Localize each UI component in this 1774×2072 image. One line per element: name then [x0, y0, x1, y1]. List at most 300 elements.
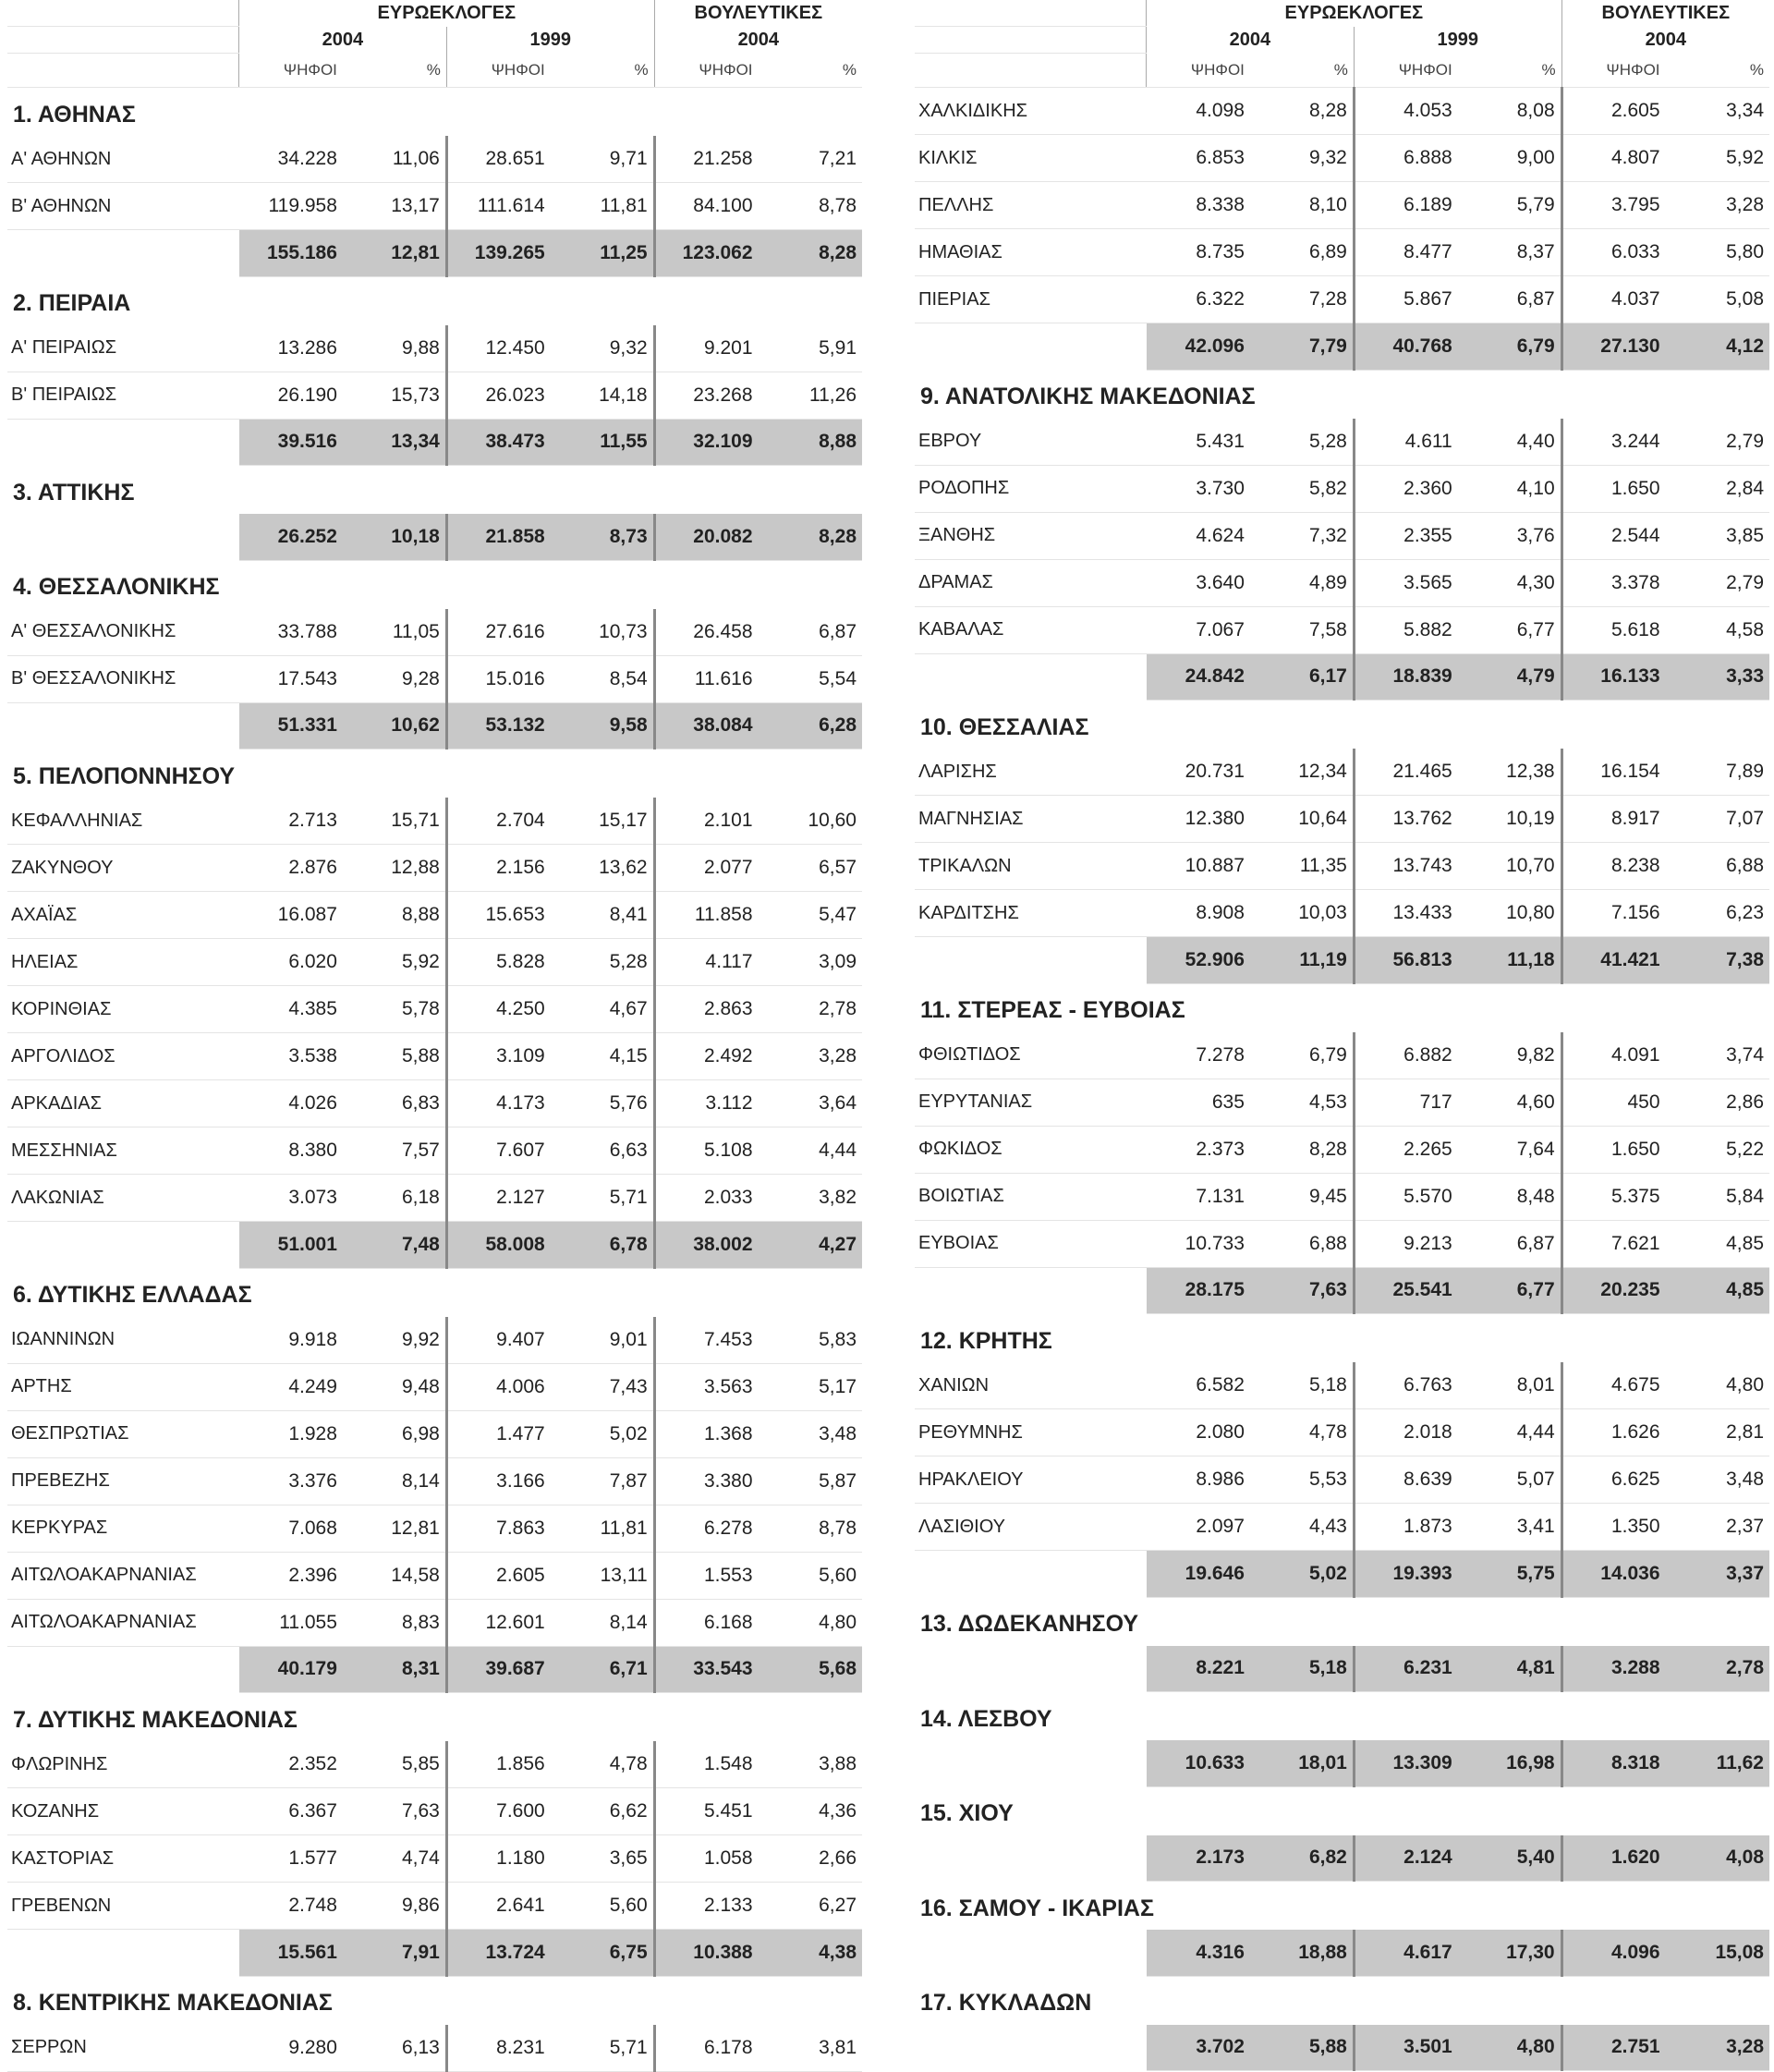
total-votes-cell: 4.617	[1354, 1930, 1457, 1976]
region-header	[915, 1314, 1769, 1363]
percent-cell: 5,88	[343, 1033, 446, 1080]
percent-cell: 15,71	[343, 798, 446, 845]
total-votes-cell: 2.173	[1147, 1835, 1250, 1882]
total-blank	[7, 419, 239, 466]
prefecture-name: ΚΑΡΔΙΤΣΗΣ	[915, 890, 1147, 937]
percent-cell: 8,28	[1250, 88, 1354, 135]
percent-cell: 5,92	[1666, 135, 1769, 182]
votes-cell: 2.373	[1147, 1126, 1250, 1173]
total-percent-cell: 10,18	[343, 514, 446, 560]
votes-cell: 3.563	[654, 1363, 758, 1410]
percent-cell: 8,88	[343, 892, 446, 939]
table-row	[7, 939, 862, 986]
prefecture-name: ΗΛΕΙΑΣ	[7, 939, 239, 986]
percent-cell: 9,32	[551, 325, 654, 372]
total-votes-cell: 33.543	[654, 1646, 758, 1693]
region-header	[915, 983, 1769, 1032]
total-blank	[915, 323, 1147, 371]
total-percent-cell: 7,48	[343, 1222, 446, 1269]
total-percent-cell: 11,62	[1666, 1740, 1769, 1786]
header-pct: %	[759, 54, 862, 88]
votes-cell: 1.856	[446, 1741, 550, 1788]
region-header	[915, 701, 1769, 750]
header-row-year	[915, 27, 1769, 54]
votes-cell: 4.098	[1147, 88, 1250, 135]
percent-cell: 6,18	[343, 1175, 446, 1222]
votes-cell: 2.156	[446, 845, 550, 892]
total-percent-cell: 3,28	[1666, 2025, 1769, 2071]
percent-cell: 13,62	[551, 845, 654, 892]
votes-cell: 3.730	[1147, 465, 1250, 512]
percent-cell: 6,27	[759, 1883, 862, 1930]
total-percent-cell: 11,18	[1458, 937, 1561, 984]
percent-cell: 5,79	[1458, 182, 1561, 229]
total-percent-cell: 8,88	[759, 419, 862, 466]
header-row-election	[915, 0, 1769, 27]
votes-cell: 1.577	[239, 1835, 343, 1883]
votes-cell: 5.867	[1354, 276, 1457, 323]
header-blank	[915, 27, 1147, 54]
right-column	[915, 0, 1769, 2071]
total-percent-cell: 10,62	[343, 702, 446, 750]
percent-cell: 2,84	[1666, 465, 1769, 512]
votes-cell: 9.201	[654, 325, 758, 372]
percent-cell: 13,11	[551, 1552, 654, 1599]
header-year-2004: 2004	[239, 27, 447, 54]
prefecture-name: ΚΕΡΚΥΡΑΣ	[7, 1505, 239, 1552]
region-title: 14. ΛΕΣΒΟΥ	[920, 1705, 1052, 1732]
total-percent-cell: 16,98	[1458, 1740, 1561, 1786]
votes-cell: 7.067	[1147, 606, 1250, 653]
header-euro: ΕΥΡΩΕΚΛΟΓΕΣ	[1147, 0, 1562, 27]
votes-cell: 2.396	[239, 1552, 343, 1599]
total-percent-cell: 6,28	[759, 702, 862, 750]
header-votes: ΨΗΦΟΙ	[239, 54, 343, 88]
votes-cell: 8.908	[1147, 890, 1250, 937]
percent-cell: 8,78	[759, 1505, 862, 1552]
region-header	[7, 88, 862, 137]
percent-cell: 9,71	[551, 136, 654, 183]
table-row	[7, 1175, 862, 1222]
percent-cell: 13,17	[343, 183, 446, 230]
total-votes-cell: 24.842	[1147, 653, 1250, 701]
total-percent-cell: 5,40	[1458, 1835, 1561, 1882]
table-row	[915, 606, 1769, 653]
votes-cell: 6.763	[1354, 1362, 1457, 1409]
table-row	[7, 2025, 862, 2072]
total-blank	[7, 514, 239, 560]
percent-cell: 5,71	[551, 1175, 654, 1222]
percent-cell: 11,05	[343, 609, 446, 656]
votes-cell: 1.477	[446, 1410, 550, 1457]
header-votes: ΨΗΦΟΙ	[654, 54, 758, 88]
percent-cell: 3,74	[1666, 1032, 1769, 1079]
votes-cell: 1.180	[446, 1835, 550, 1883]
percent-cell: 2,79	[1666, 559, 1769, 606]
votes-cell: 8.338	[1147, 182, 1250, 229]
votes-cell: 635	[1147, 1079, 1250, 1126]
total-votes-cell: 51.331	[239, 702, 343, 750]
table-row	[915, 843, 1769, 890]
table-row	[7, 325, 862, 372]
votes-cell: 5.451	[654, 1788, 758, 1835]
table-row	[915, 1220, 1769, 1267]
percent-cell: 3,41	[1458, 1504, 1561, 1551]
votes-cell: 26.458	[654, 609, 758, 656]
percent-cell: 9,92	[343, 1317, 446, 1364]
prefecture-name: ΠΙΕΡΙΑΣ	[915, 276, 1147, 323]
total-percent-cell: 13,34	[343, 419, 446, 466]
total-blank	[915, 1551, 1147, 1598]
total-votes-cell: 40.768	[1354, 323, 1457, 371]
table-row	[7, 986, 862, 1033]
votes-cell: 1.548	[654, 1741, 758, 1788]
votes-cell: 2.077	[654, 845, 758, 892]
total-percent-cell: 6,71	[551, 1646, 654, 1693]
region-title: 6. ΔΥΤΙΚΗΣ ΕΛΛΑΔΑΣ	[13, 1282, 252, 1308]
votes-cell: 1.650	[1561, 465, 1665, 512]
votes-cell: 2.360	[1354, 465, 1457, 512]
votes-cell: 5.570	[1354, 1173, 1457, 1220]
votes-cell: 5.108	[654, 1127, 758, 1175]
total-percent-cell: 6,17	[1250, 653, 1354, 701]
votes-cell: 2.101	[654, 798, 758, 845]
percent-cell: 3,34	[1666, 88, 1769, 135]
percent-cell: 9,28	[343, 655, 446, 702]
total-votes-cell: 155.186	[239, 230, 343, 277]
percent-cell: 3,64	[759, 1080, 862, 1127]
region-title: 3. ΑΤΤΙΚΗΣ	[13, 479, 135, 506]
percent-cell: 5,85	[343, 1741, 446, 1788]
prefecture-name: ΦΘΙΩΤΙΔΟΣ	[915, 1032, 1147, 1079]
total-votes-cell: 41.421	[1561, 937, 1665, 984]
total-percent-cell: 4,79	[1458, 653, 1561, 701]
total-percent-cell: 8,31	[343, 1646, 446, 1693]
total-blank	[915, 1646, 1147, 1692]
total-row	[915, 323, 1769, 371]
total-blank	[7, 702, 239, 750]
total-percent-cell: 5,02	[1250, 1551, 1354, 1598]
region-title: 15. ΧΙΟΥ	[920, 1800, 1014, 1826]
votes-cell: 2.748	[239, 1883, 343, 1930]
prefecture-name: ΑΙΤΩΛΟΑΚΑΡΝΑΝΙΑΣ	[7, 1552, 239, 1599]
region-title: 17. ΚΥΚΛΑΔΩΝ	[920, 1990, 1092, 2016]
total-blank	[915, 2025, 1147, 2071]
percent-cell: 7,58	[1250, 606, 1354, 653]
header-row-columns	[7, 54, 862, 88]
prefecture-name: Β' ΘΕΣΣΑΛΟΝΙΚΗΣ	[7, 655, 239, 702]
prefecture-name: ΞΑΝΘΗΣ	[915, 512, 1147, 559]
votes-cell: 1.553	[654, 1552, 758, 1599]
percent-cell: 6,57	[759, 845, 862, 892]
prefecture-name: ΕΥΡΥΤΑΝΙΑΣ	[915, 1079, 1147, 1126]
region-header	[7, 750, 862, 798]
percent-cell: 4,89	[1250, 559, 1354, 606]
votes-cell: 3.244	[1561, 419, 1665, 466]
prefecture-name: ΧΑΝΙΩΝ	[915, 1362, 1147, 1409]
total-votes-cell: 3.501	[1354, 2025, 1457, 2071]
percent-cell: 10,64	[1250, 796, 1354, 843]
prefecture-name: ΗΜΑΘΙΑΣ	[915, 229, 1147, 276]
percent-cell: 5,02	[551, 1410, 654, 1457]
votes-cell: 2.097	[1147, 1504, 1250, 1551]
total-row	[915, 937, 1769, 984]
votes-cell: 8.639	[1354, 1456, 1457, 1504]
votes-cell: 3.640	[1147, 559, 1250, 606]
prefecture-name: ΠΡΕΒΕΖΗΣ	[7, 1457, 239, 1505]
results-table-left	[7, 0, 862, 2072]
percent-cell: 9,45	[1250, 1173, 1354, 1220]
votes-cell: 15.653	[446, 892, 550, 939]
region-title: 10. ΘΕΣΣΑΛΙΑΣ	[920, 713, 1089, 740]
prefecture-name: Β' ΠΕΙΡΑΙΩΣ	[7, 372, 239, 419]
percent-cell: 12,88	[343, 845, 446, 892]
table-row	[7, 892, 862, 939]
prefecture-name: ΚΟΡΙΝΘΙΑΣ	[7, 986, 239, 1033]
prefecture-name: ΛΑΚΩΝΙΑΣ	[7, 1175, 239, 1222]
table-row	[915, 890, 1769, 937]
percent-cell: 10,03	[1250, 890, 1354, 937]
votes-cell: 4.037	[1561, 276, 1665, 323]
votes-cell: 4.385	[239, 986, 343, 1033]
total-percent-cell: 18,88	[1250, 1930, 1354, 1976]
total-votes-cell: 13.309	[1354, 1740, 1457, 1786]
percent-cell: 5,78	[343, 986, 446, 1033]
votes-cell: 2.863	[654, 986, 758, 1033]
table-row	[915, 1409, 1769, 1456]
total-votes-cell: 3.702	[1147, 2025, 1250, 2071]
table-row	[7, 1788, 862, 1835]
percent-cell: 2,81	[1666, 1409, 1769, 1456]
header-row-year	[7, 27, 862, 54]
votes-cell: 2.127	[446, 1175, 550, 1222]
votes-cell: 3.112	[654, 1080, 758, 1127]
total-percent-cell: 4,80	[1458, 2025, 1561, 2071]
percent-cell: 3,81	[759, 2025, 862, 2072]
total-row	[7, 1930, 862, 1977]
total-row	[915, 1930, 1769, 1976]
percent-cell: 5,28	[1250, 419, 1354, 466]
header-votes: ΨΗΦΟΙ	[1147, 54, 1250, 88]
votes-cell: 4.091	[1561, 1032, 1665, 1079]
percent-cell: 7,21	[759, 136, 862, 183]
votes-cell: 7.068	[239, 1505, 343, 1552]
total-votes-cell: 42.096	[1147, 323, 1250, 371]
votes-cell: 9.407	[446, 1317, 550, 1364]
percent-cell: 6,77	[1458, 606, 1561, 653]
votes-cell: 13.433	[1354, 890, 1457, 937]
percent-cell: 6,87	[759, 609, 862, 656]
total-percent-cell: 12,81	[343, 230, 446, 277]
total-blank	[7, 1646, 239, 1693]
total-percent-cell: 7,79	[1250, 323, 1354, 371]
percent-cell: 11,81	[551, 1505, 654, 1552]
total-votes-cell: 6.231	[1354, 1646, 1457, 1692]
votes-cell: 33.788	[239, 609, 343, 656]
total-percent-cell: 7,38	[1666, 937, 1769, 984]
header-year-1999: 1999	[446, 27, 654, 54]
table-row	[915, 465, 1769, 512]
total-votes-cell: 16.133	[1561, 653, 1665, 701]
votes-cell: 1.368	[654, 1410, 758, 1457]
percent-cell: 5,60	[551, 1883, 654, 1930]
votes-cell: 7.621	[1561, 1220, 1665, 1267]
percent-cell: 6,23	[1666, 890, 1769, 937]
votes-cell: 27.616	[446, 609, 550, 656]
percent-cell: 5,08	[1666, 276, 1769, 323]
prefecture-name: Α' ΘΕΣΣΑΛΟΝΙΚΗΣ	[7, 609, 239, 656]
percent-cell: 8,14	[343, 1457, 446, 1505]
total-percent-cell: 15,08	[1666, 1930, 1769, 1976]
votes-cell: 2.352	[239, 1741, 343, 1788]
table-row	[915, 1079, 1769, 1126]
percent-cell: 2,86	[1666, 1079, 1769, 1126]
percent-cell: 7,57	[343, 1127, 446, 1175]
total-row	[915, 1835, 1769, 1882]
percent-cell: 8,01	[1458, 1362, 1561, 1409]
total-percent-cell: 4,08	[1666, 1835, 1769, 1882]
votes-cell: 1.626	[1561, 1409, 1665, 1456]
table-row	[915, 796, 1769, 843]
total-votes-cell: 27.130	[1561, 323, 1665, 371]
total-percent-cell: 6,78	[551, 1222, 654, 1269]
table-row	[915, 1504, 1769, 1551]
percent-cell: 10,60	[759, 798, 862, 845]
total-percent-cell: 11,25	[551, 230, 654, 277]
percent-cell: 2,78	[759, 986, 862, 1033]
percent-cell: 7,64	[1458, 1126, 1561, 1173]
percent-cell: 3,09	[759, 939, 862, 986]
votes-cell: 4.807	[1561, 135, 1665, 182]
percent-cell: 5,07	[1458, 1456, 1561, 1504]
votes-cell: 2.876	[239, 845, 343, 892]
votes-cell: 5.375	[1561, 1173, 1665, 1220]
table-row	[915, 559, 1769, 606]
prefecture-name: ΑΡΚΑΔΙΑΣ	[7, 1080, 239, 1127]
votes-cell: 3.073	[239, 1175, 343, 1222]
total-percent-cell: 5,75	[1458, 1551, 1561, 1598]
header-row-election	[7, 0, 862, 27]
percent-cell: 5,80	[1666, 229, 1769, 276]
votes-cell: 11.616	[654, 655, 758, 702]
percent-cell: 11,35	[1250, 843, 1354, 890]
votes-cell: 1.350	[1561, 1504, 1665, 1551]
votes-cell: 2.033	[654, 1175, 758, 1222]
percent-cell: 3,48	[759, 1410, 862, 1457]
votes-cell: 8.231	[446, 2025, 550, 2072]
header-pct: %	[1250, 54, 1354, 88]
total-percent-cell: 8,73	[551, 514, 654, 560]
table-row	[7, 1127, 862, 1175]
prefecture-name: Α' ΑΘΗΝΩΝ	[7, 136, 239, 183]
prefecture-name: ΚΙΛΚΙΣ	[915, 135, 1147, 182]
total-votes-cell: 10.633	[1147, 1740, 1250, 1786]
votes-cell: 7.278	[1147, 1032, 1250, 1079]
table-row	[7, 1410, 862, 1457]
table-row	[915, 749, 1769, 796]
total-votes-cell: 38.473	[446, 419, 550, 466]
votes-cell: 2.133	[654, 1883, 758, 1930]
table-row	[915, 182, 1769, 229]
table-row	[915, 1173, 1769, 1220]
region-title: 9. ΑΝΑΤΟΛΙΚΗΣ ΜΑΚΕΔΟΝΙΑΣ	[920, 384, 1256, 409]
percent-cell: 12,34	[1250, 749, 1354, 796]
total-votes-cell: 3.288	[1561, 1646, 1665, 1692]
prefecture-name: ΠΕΛΛΗΣ	[915, 182, 1147, 229]
percent-cell: 7,28	[1250, 276, 1354, 323]
prefecture-name: ΡΟΔΟΠΗΣ	[915, 465, 1147, 512]
percent-cell: 6,62	[551, 1788, 654, 1835]
total-row	[915, 2025, 1769, 2071]
votes-cell: 3.376	[239, 1457, 343, 1505]
percent-cell: 4,15	[551, 1033, 654, 1080]
percent-cell: 3,48	[1666, 1456, 1769, 1504]
table-row	[915, 88, 1769, 135]
prefecture-name: ΦΛΩΡΙΝΗΣ	[7, 1741, 239, 1788]
percent-cell: 4,44	[759, 1127, 862, 1175]
percent-cell: 4,74	[343, 1835, 446, 1883]
percent-cell: 15,73	[343, 372, 446, 419]
votes-cell: 2.265	[1354, 1126, 1457, 1173]
percent-cell: 2,66	[759, 1835, 862, 1883]
table-row	[7, 1835, 862, 1883]
header-year-1999: 1999	[1354, 27, 1561, 54]
votes-cell: 10.733	[1147, 1220, 1250, 1267]
percent-cell: 4,43	[1250, 1504, 1354, 1551]
total-row	[915, 1646, 1769, 1692]
prefecture-name: ΧΑΛΚΙΔΙΚΗΣ	[915, 88, 1147, 135]
percent-cell: 6,13	[343, 2025, 446, 2072]
votes-cell: 8.477	[1354, 229, 1457, 276]
header-pct: %	[1666, 54, 1769, 88]
total-row	[915, 1551, 1769, 1598]
percent-cell: 8,10	[1250, 182, 1354, 229]
header-pct: %	[343, 54, 446, 88]
votes-cell: 2.080	[1147, 1409, 1250, 1456]
percent-cell: 5,60	[759, 1552, 862, 1599]
total-blank	[915, 1835, 1147, 1882]
total-votes-cell: 14.036	[1561, 1551, 1665, 1598]
percent-cell: 7,63	[343, 1788, 446, 1835]
votes-cell: 6.888	[1354, 135, 1457, 182]
header-pct: %	[551, 54, 654, 88]
percent-cell: 7,07	[1666, 796, 1769, 843]
table-row	[7, 1505, 862, 1552]
table-row	[7, 609, 862, 656]
total-votes-cell: 38.002	[654, 1222, 758, 1269]
prefecture-name: ΚΑΣΤΟΡΙΑΣ	[7, 1835, 239, 1883]
percent-cell: 6,88	[1250, 1220, 1354, 1267]
percent-cell: 4,36	[759, 1788, 862, 1835]
votes-cell: 8.917	[1561, 796, 1665, 843]
votes-cell: 8.380	[239, 1127, 343, 1175]
percent-cell: 7,32	[1250, 512, 1354, 559]
prefecture-name: ΔΡΑΜΑΣ	[915, 559, 1147, 606]
votes-cell: 3.109	[446, 1033, 550, 1080]
table-row	[7, 845, 862, 892]
region-header	[915, 1786, 1769, 1835]
prefecture-name: ΜΕΣΣΗΝΙΑΣ	[7, 1127, 239, 1175]
percent-cell: 4,40	[1458, 419, 1561, 466]
prefecture-name: ΗΡΑΚΛΕΙΟΥ	[915, 1456, 1147, 1504]
region-title: 5. ΠΕΛΟΠΟΝΝΗΣΟΥ	[13, 762, 236, 789]
votes-cell: 6.178	[654, 2025, 758, 2072]
region-title: 2. ΠΕΙΡΑΙΑ	[13, 290, 131, 316]
percent-cell: 4,80	[759, 1599, 862, 1646]
percent-cell: 10,73	[551, 609, 654, 656]
header-euro: ΕΥΡΩΕΚΛΟΓΕΣ	[239, 0, 655, 27]
votes-cell: 3.380	[654, 1457, 758, 1505]
